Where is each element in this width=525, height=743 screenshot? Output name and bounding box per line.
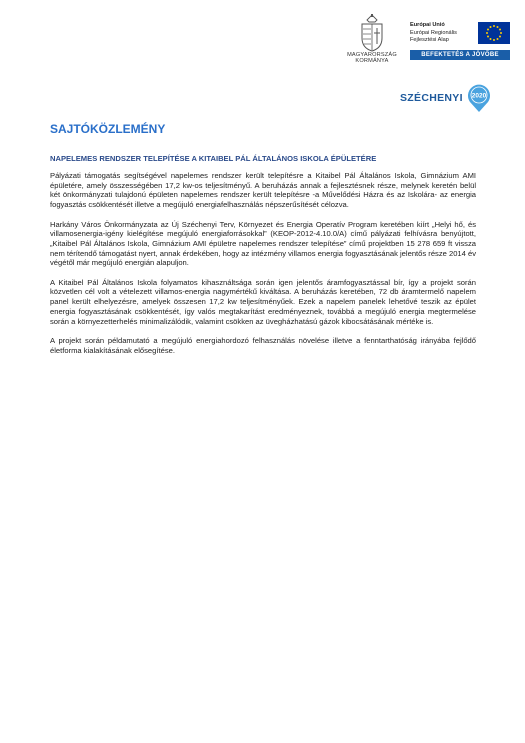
eu-flag-icon — [478, 22, 510, 44]
body-paragraph-1: Pályázati támogatás segítségével napelemes rendszer került telepítésre a Kitaibel Pál Általános Iskola, Gimnázium AMI épületére, amely összességében 17,2 kw-os teljesítményű. A beruházás annak a fejlesztésnek része, melynek keretén belül két önkormányzati tulajdonú épületen napelemes rendszer került telepítésre -a Művelődési Házra és az Iskolára- az energia fogyasztás csökkentését illetve a megújuló energiafelhasználás népszerűsítését célozva. — [50, 171, 476, 210]
szechenyi-2020-logo — [400, 83, 492, 113]
body-paragraph-3: A Kitaibel Pál Általános Iskola folyamatos kihasználtsága során igen jelentős áramfogyasztással bír, így a projekt során közvetlen cél volt a vételezett villamos-energia nagymértékű kiváltása. A beruházás keretében, 72 db áramtermelő napelem panel került elhelyezésre, amelyek összesen 17,2 kw teljesítményűek. Ezek a napelem panelek lehetővé teszik az épület energia fogyasztásának csökkentését, így valós megtakarítást eredményeznek, továbbá a megújuló energia megtermelése során a környezetterhelés minimalizálódik, valamint csökken az üvegházhatású gázok kibocsátásának mértéke is. — [50, 277, 476, 326]
eu-line2: Európai Regionális — [410, 29, 457, 36]
eu-line1: Európai Unió — [410, 22, 445, 28]
eu-logo — [410, 22, 510, 60]
press-release-body — [50, 171, 476, 365]
document-type-label: SAJTÓKÖZLEMÉNY — [50, 122, 166, 136]
body-paragraph-2: Harkány Város Önkormányzata az Új Széchenyi Terv, Környezet és Energia Operatív Program keretében kiírt „Helyi hő, és villamosenergia-igény kielégítése megújuló energiaforrásokkal” (KEOP-2012-4.10.0/A) című pályázati felhívásra benyújtott, „Kitaibel Pál Általános Iskola, Gimnázium AMI épületre napelemes rendszer telepítése” című projektben 15 278 659 ft vissza nem térítendő támogatást nyert, annak érdekében, hogy az intézmény villamos energia fogyasztásának jelentős része 2014 év végétől már megújuló energián alapuljon. — [50, 219, 476, 268]
szechenyi-year: 2020 — [471, 92, 487, 100]
eu-line3: Fejlesztési Alap — [410, 37, 449, 44]
coat-of-arms-icon — [359, 14, 385, 52]
szechenyi-drop-icon — [466, 83, 492, 113]
eu-banner: BEFEKTETÉS A JÖVŐBE — [410, 50, 510, 60]
szechenyi-word: SZÉCHENYI — [400, 92, 463, 104]
gov-logo-line1: MAGYARORSZÁG — [347, 52, 397, 58]
gov-logo-line2: KORMÁNYA — [355, 58, 389, 65]
eu-logo-text — [410, 22, 457, 45]
hungary-government-logo — [337, 14, 407, 72]
press-release-headline: NAPELEMES RENDSZER TELEPÍTÉSE A KITAIBEL PÁL ÁLTALÁNOS ISKOLA ÉPÜLETÉRE — [50, 154, 377, 163]
body-paragraph-4: A projekt során példamutató a megújuló energiahordozó felhasználás növelése illetve a fenntarthatóság irányába fejlődő életforma kialakításának elősegítése. — [50, 335, 476, 355]
